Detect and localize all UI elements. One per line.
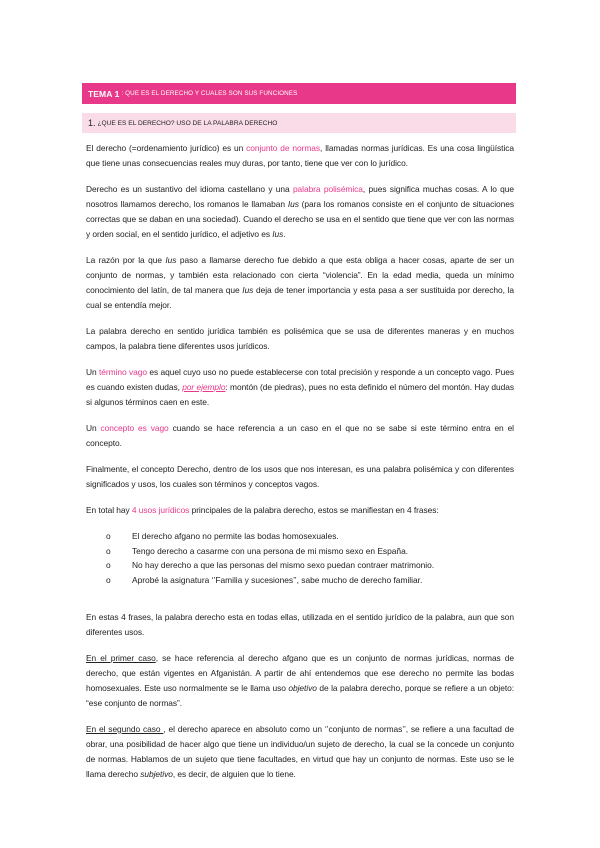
list-item: o El derecho afgano no permite las bodas homosexuales. [106, 529, 514, 544]
list-item: o Aprobé la asignatura ‘’Familia y sucesiones’’, sabe mucho de derecho familiar. [106, 573, 514, 588]
highlight-4-usos-juridicos: 4 usos jurídicos [131, 505, 190, 515]
highlight-termino-vago: término vago [99, 367, 147, 377]
paragraph-7: Finalmente, el concepto Derecho, dentro de los usos que nos interesan, es una palabra polisémica y con diferentes significados y usos, los cuales son términos y conceptos vagos. [86, 464, 514, 489]
chapter-number: TEMA 1 [88, 88, 120, 99]
paragraph-2: Derecho es un sustantivo del idioma castellano y una palabra polisémica, pues significa muchas cosas. A lo que nosotros llamamos derecho, los romanos le llamaban Ius (para los romanos consiste en el conjunto de situaciones correctas que se daban en una sociedad). Cuando el derecho se usa en el sentido que tiene que ver con las normas y orden social, en el sentido jurídico, el adjetivo es Ius. [86, 184, 514, 239]
highlight-concepto-es-vago: concepto es vago [100, 423, 169, 433]
list-item: o No hay derecho a que las personas del mismo sexo puedan contraer matrimonio. [106, 558, 514, 573]
highlight-conjunto-de-normas: conjunto de normas [246, 143, 321, 153]
paragraph-6: Un concepto es vago cuando se hace referencia a un caso en el que no se sabe si este término entra en el concepto. [86, 423, 514, 448]
paragraph-9: En estas 4 frases, la palabra derecho esta en todas ellas, utilizada en el sentido jurídico de la palabra, aun que son diferentes usos. [86, 612, 514, 637]
label-primer-caso: En el primer caso [86, 653, 156, 663]
bullet-icon: o [106, 531, 111, 541]
chapter-title: : QUE ES EL DERECHO Y CUALES SON SUS FUNCIONES [121, 90, 298, 97]
bullet-icon: o [106, 545, 111, 556]
paragraph-10: En el primer caso, se hace referencia al derecho afgano que es un conjunto de normas jurídicas, normas de derecho, que están vigentes en Afganistán. A partir de ahí entendemos que ese derecho no permite las bodas homosexuales. Este uso normalmente se le llama uso objetivo de la palabra derecho, porque se refiere a un objeto: “ese conjunto de normas”. [86, 653, 514, 708]
bullet-icon: o [106, 574, 111, 585]
label-segundo-caso: En el segundo caso [86, 724, 164, 734]
highlight-palabra-polisemica: palabra polisémica [292, 184, 363, 194]
paragraph-8: En total hay 4 usos jurídicos principales de la palabra derecho, estos se manifiestan en 4 frases: [86, 505, 439, 515]
paragraph-4: La palabra derecho en sentido jurídica también es polisémica que se usa de diferentes maneras y en muchos campos, la palabra tiene diferentes usos jurídicos. [86, 326, 514, 351]
section-number: 1. [88, 118, 96, 128]
list-item: o Tengo derecho a casarme con una persona de mi mismo sexo en España. [106, 544, 514, 559]
bullet-list [86, 529, 514, 587]
section-banner [82, 113, 516, 133]
link-por-ejemplo[interactable]: por ejemplo [182, 382, 226, 392]
paragraph-5: Un término vago es aquel cuyo uso no puede establecerse con total precisión y responde a un concepto vago. Pues es cuando existen dudas, por ejemplo: montón (de piedras), pues no esta definido el número del montón. Hay dudas si algunos términos caen en este. [86, 367, 515, 407]
paragraph-3: La razón por la que Ius paso a llamarse derecho fue debido a que esta obliga a hacer cosas, aparte de ser un conjunto de normas, y también esta relacionado con cierta “violencia”. En la edad media, queda un mínimo conocimiento del latín, de tal manera que Ius deja de tener importancia y esta pasa a ser sustituida por derecho, la cual se entendía mejor. [86, 255, 514, 310]
chapter-banner [82, 83, 516, 104]
paragraph-11: En el segundo caso , el derecho aparece en absoluto como un ‘’conjunto de normas’’, se refiere a una facultad de obrar, una posibilidad de hacer algo que tiene un individuo/un sujeto de derecho, la cual se la concede un conjunto de normas. Hablamos de un sujeto que tiene facultades, en virtud que hay un conjunto de normas. Este uso se le llama derecho subjetivo, es decir, de alguien que lo tiene. [86, 724, 514, 779]
document-body [86, 141, 514, 793]
bullet-icon: o [106, 560, 111, 570]
section-title: ¿QUE ES EL DERECHO? USO DE LA PALABRA DERECHO [97, 119, 278, 127]
paragraph-1: El derecho (=ordenamiento jurídico) es un conjunto de normas, llamadas normas jurídicas. Es una cosa lingüística que tiene unas consecuencias reales muy duras, por tanto, tiene que ver con lo jurídico. [86, 143, 514, 168]
